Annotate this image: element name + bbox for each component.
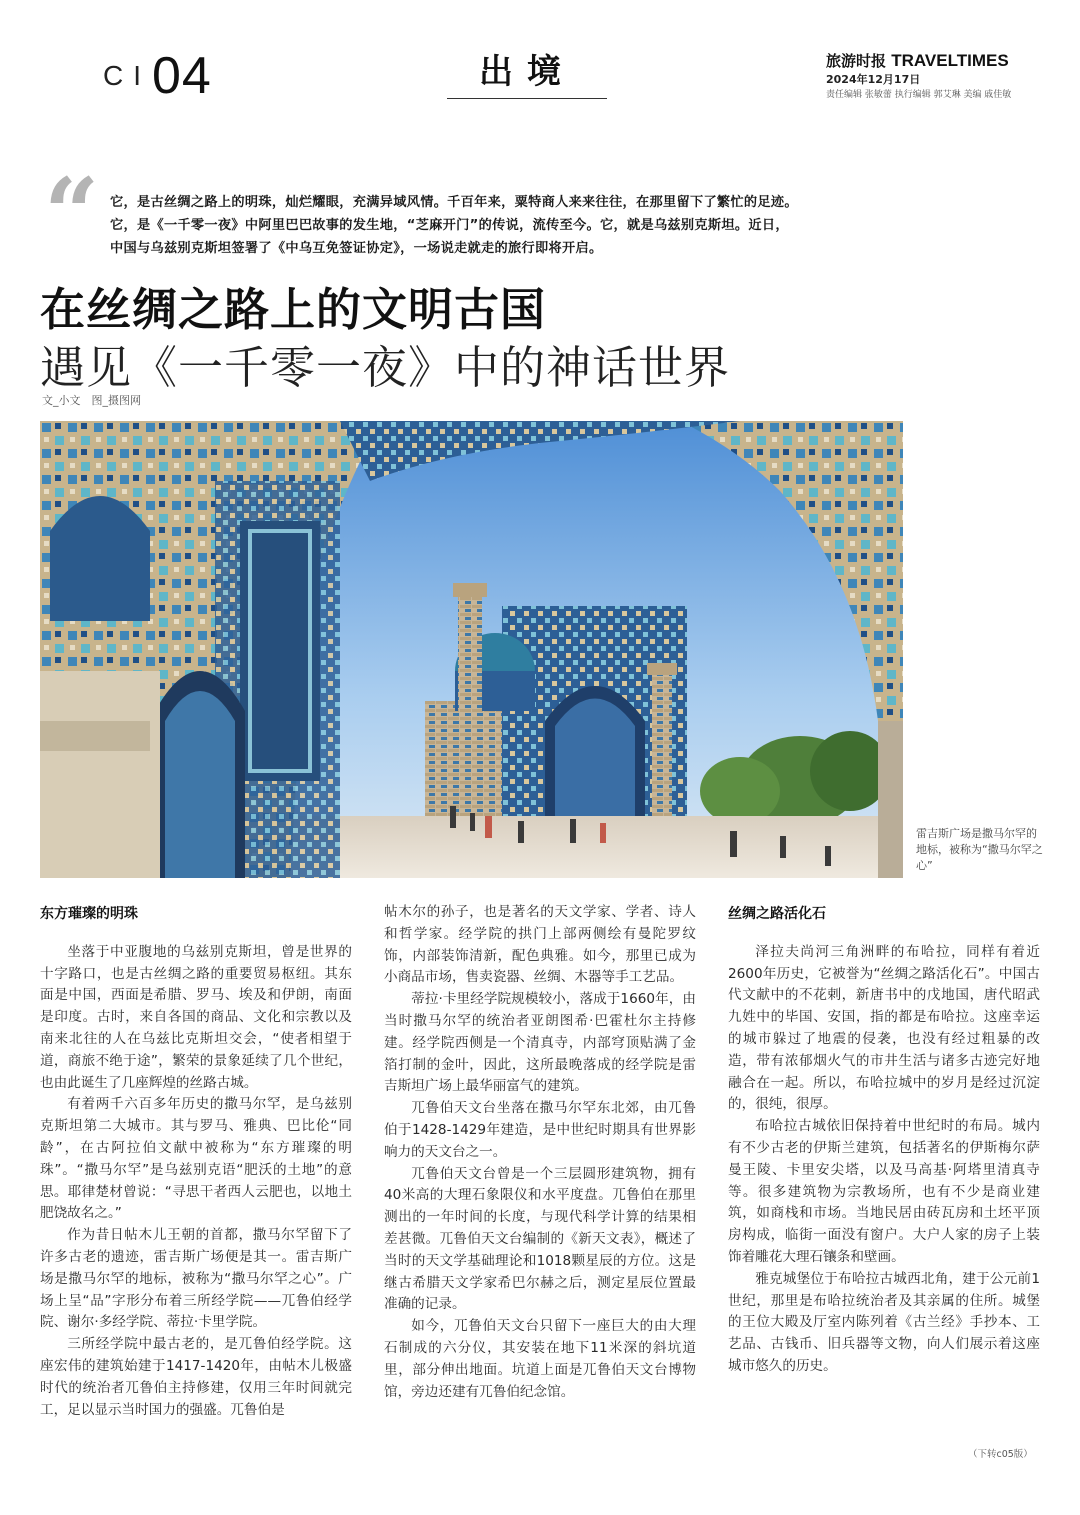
registan-square-photo: [40, 421, 903, 878]
continued-on-page: （下转c05版）: [968, 1449, 1033, 1460]
publication-name-en: TRAVELTIMES: [891, 51, 1009, 70]
page-number: 04: [152, 47, 212, 105]
page-section-letter: CI: [103, 60, 152, 91]
column-1-paragraph: 有着两千六百多年历史的撒马尔罕，是乌兹别克斯坦第二大城市。其与罗马、雅典、巴比伦“同龄”，在古阿拉伯文献中被称为“东方璀璨的明珠”。“撒马尔罕”是乌兹别克语“肥沃的土地”的意思。耶律楚材曾说：“寻思干者西人云肥也，以地土肥饶故名之。”: [40, 1096, 352, 1222]
headline-sub: 遇见《一千零一夜》中的神话世界: [40, 341, 731, 394]
column-1-paragraph: 三所经学院中最古老的，是兀鲁伯经学院。这座宏伟的建筑始建于1417-1420年，由帖木儿极盛时代的统治者兀鲁伯主持修建，仅用三年时间就完工，足以显示当时国力的强盛。兀鲁伯是: [40, 1336, 352, 1418]
headline-main: 在丝绸之路上的文明古国: [40, 283, 547, 336]
column-2-paragraph: 蒂拉·卡里经学院规模较小，落成于1660年，由当时撒马尔罕的统治者亚朗图希·巴霍杜尔主持修建。经学院西侧是一个清真寺，内部穹顶贴满了金箔打制的金叶，因此，这所最晚落成的经学院是雷吉斯坦广场上最华丽富气的建筑。: [384, 991, 696, 1095]
article-column-2: [384, 902, 696, 1403]
column-1-heading: 东方璀璨的明珠: [40, 906, 138, 922]
column-3-paragraph: 布哈拉古城依旧保持着中世纪时的布局。城内有不少古老的伊斯兰建筑，包括著名的伊斯梅尔萨曼王陵、卡里安尖塔，以及马高基·阿塔里清真寺等。很多建筑物为宗教场所，也有不少是商业建筑，如商栈和市场。当地民居由砖瓦房和土坯平顶房构成，临街一面没有窗户。大户人家的房子上装饰着雕花大理石镶条和壁画。: [728, 1118, 1040, 1265]
publication-name: 旅游时报 TRAVELTIMES: [826, 51, 1009, 70]
issue-date: 2024年12月17日: [826, 73, 921, 86]
column-2-paragraph: 兀鲁伯天文台曾是一个三层圆形建筑物，拥有40米高的大理石象限仪和水平度盘。兀鲁伯在那里测出的一年时间的长度，与现代科学计算的结果相差甚微。兀鲁伯天文台编制的《新天文表》，概述了当时的天文学基础理论和1018颗星辰的方位。这是继古希腊天文学家希巴尔赫之后，测定星辰位置最准确的记录。: [384, 1165, 696, 1313]
intro-text: 它，是古丝绸之路上的明珠，灿烂耀眼，充满异域风情。千百年来，粟特商人来来往往，在那里留下了繁忙的足迹。它，是《一千零一夜》中阿里巴巴故事的发生地，“芝麻开门”的传说，流传至今。它，就是乌兹别克斯坦。近日，中国与乌兹别克斯坦签署了《中乌互免签证协定》，一场说走就走的旅行即将开启。: [110, 195, 798, 256]
photo-caption: 雷吉斯广场是撒马尔罕的地标，被称为“撒马尔罕之心”: [916, 827, 1043, 872]
column-3-paragraph: 泽拉夫尚河三角洲畔的布哈拉，同样有着近2600年历史，它被誉为“丝绸之路活化石”。中国古代文献中的不花剌，新唐书中的戊地国，唐代昭武九姓中的毕国、安国，指的都是布哈拉。这座幸运的城市躲过了地震的侵袭，也没有经过粗暴的改造，带有浓郁烟火气的市井生活与诸多古迹完好地融合在一起。所以，布哈拉城中的岁月是经过沉淀的，很纯，很厚。: [728, 943, 1040, 1113]
column-3-paragraph: 雅克城堡位于布哈拉古城西北角，建于公元前1世纪，那里是布哈拉统治者及其亲属的住所。城堡的王位大殿及厅室内陈列着《古兰经》手抄本、工艺品、古钱币、旧兵器等文物，向人们展示着这座城市悠久的历史。: [728, 1270, 1040, 1374]
quote-mark-icon: “: [44, 157, 100, 270]
section-underline: [447, 98, 607, 99]
column-1-paragraph: 作为昔日帖木儿王朝的首都，撒马尔罕留下了许多古老的遗迹，雷吉斯广场便是其一。雷吉斯广场是撒马尔罕的地标，被称为“撒马尔罕之心”。广场上呈“品”字形分布着三所经学院——兀鲁伯经学院、谢尔·多经学院、蒂拉·卡里学院。: [40, 1227, 352, 1331]
section-title: 出境: [479, 52, 575, 92]
article-column-1: [40, 904, 352, 1421]
column-2-paragraph: 兀鲁伯天文台坐落在撒马尔罕东北郊，由兀鲁伯于1428-1429年建造，是中世纪时期具有世界影响力的天文台之一。: [384, 1100, 696, 1160]
byline: 文_小文 图_摄图网: [42, 394, 141, 407]
article-column-3: [728, 904, 1040, 1378]
column-3-heading: 丝绸之路活化石: [728, 906, 826, 922]
column-1-paragraph: 坐落于中亚腹地的乌兹别克斯坦，曾是世界的十字路口，也是古丝绸之路的重要贸易枢纽。其东面是中国，西面是希腊、罗马、埃及和伊朗，南面是印度。古时，来自各国的商品、文化和宗教以及南来北往的人在乌兹比克斯坦交会，“使者相望于道，商旅不绝于途”，繁荣的景象延续了几个世纪，也由此诞生了几座辉煌的丝路古城。: [40, 943, 352, 1091]
column-2-paragraph: 如今，兀鲁伯天文台只留下一座巨大的由大理石制成的六分仪，其安装在地下11米深的斜坑道里，部分伸出地面。坑道上面是兀鲁伯天文台博物馆，旁边还建有兀鲁伯纪念馆。: [384, 1318, 696, 1400]
editor-credits: 责任编辑 张敏蕾 执行编辑 郭艾琳 美编 戚佳敏: [826, 90, 1012, 100]
column-2-paragraph: 帖木尔的孙子，也是著名的天文学家、学者、诗人和哲学家。经学院的拱门上部两侧绘有曼陀罗纹饰，内部装饰清新，配色典雅。如今，那里已成为小商品市场，售卖瓷器、丝绸、木器等手工艺品。: [384, 904, 696, 986]
